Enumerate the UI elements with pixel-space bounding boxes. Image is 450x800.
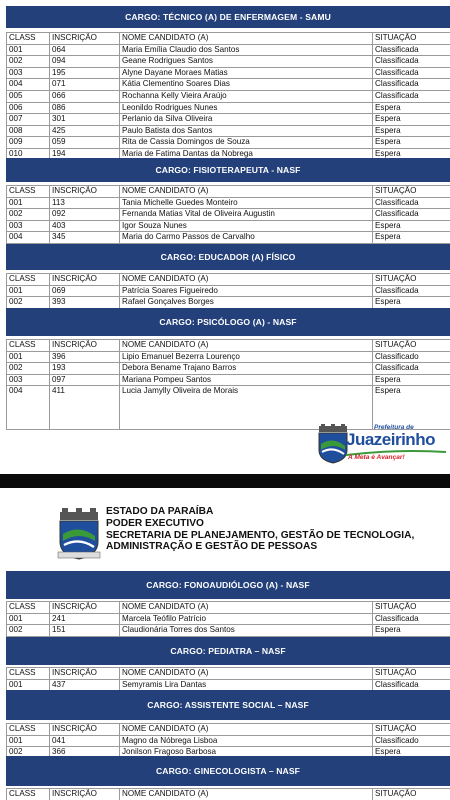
column-header: SITUAÇÃO [373, 602, 450, 614]
column-header: NOME CANDIDATO (A) [120, 33, 373, 45]
column-header: SITUAÇÃO [373, 33, 450, 45]
table-cell: Espera [373, 232, 450, 244]
table-cell: Classificado [373, 351, 450, 363]
table-cell: Rafael Gonçalves Borges [120, 297, 373, 309]
prefeitura-juazeirinho-logo [316, 424, 450, 466]
table-row [7, 44, 450, 56]
table-cell: 301 [50, 114, 120, 126]
column-header: NOME CANDIDATO (A) [120, 186, 373, 198]
section-title-fonoaudiologo: CARGO: FONOAUDIÓLOGO (A) - NASF [6, 571, 450, 599]
table-row [7, 67, 450, 79]
table-cell: Rochanna Kelly Vieira Araújo [120, 90, 373, 102]
header-secretariat: SECRETARIA DE PLANEJAMENTO, GESTÃO DE TECNOLOGIA, [106, 529, 415, 541]
results-table-psicologo [6, 339, 450, 430]
results-table-tecnico-enfermagem [6, 32, 450, 161]
table-cell: Kátia Clementino Soares Dias [120, 79, 373, 91]
table-cell: 241 [50, 613, 120, 625]
column-header: CLASS [7, 602, 50, 614]
logo-prefeitura-text: Prefeitura de [374, 424, 414, 431]
column-header: CLASS [7, 668, 50, 680]
table-cell: 004 [7, 386, 50, 430]
table-row [7, 137, 450, 149]
table-cell: 002 [7, 209, 50, 221]
table-cell: Classificada [373, 363, 450, 375]
table-cell: 010 [7, 148, 50, 160]
table-cell: 002 [7, 363, 50, 375]
table-row [7, 56, 450, 68]
table-cell: 092 [50, 209, 120, 221]
table-cell: Espera [373, 374, 450, 386]
column-header: SITUAÇÃO [373, 724, 450, 736]
table-cell: 005 [7, 90, 50, 102]
table-cell: 194 [50, 148, 120, 160]
table-cell: Patrícia Soares Figueiredo [120, 285, 373, 297]
table-cell: Rita de Cassia Domingos de Souza [120, 137, 373, 149]
table-cell: 004 [7, 79, 50, 91]
table-header-row [7, 789, 450, 800]
table-cell: Classificada [373, 613, 450, 625]
table-row [7, 625, 450, 637]
table-cell: 001 [7, 613, 50, 625]
table-cell: Paulo Batista dos Santos [120, 125, 373, 137]
column-header: SITUAÇÃO [373, 186, 450, 198]
table-cell: 113 [50, 197, 120, 209]
table-header-row [7, 668, 450, 680]
table-cell: Claudionária Torres dos Santos [120, 625, 373, 637]
section-title-ginecologista: CARGO: GINECOLOGISTA – NASF [6, 756, 450, 786]
column-header: CLASS [7, 724, 50, 736]
table-row [7, 351, 450, 363]
table-cell: Debora Bename Trajano Barros [120, 363, 373, 375]
city-crest-icon [56, 508, 102, 560]
table-cell: Espera [373, 125, 450, 137]
table-cell: Espera [373, 386, 450, 430]
table-cell: 195 [50, 67, 120, 79]
header-power: PODER EXECUTIVO [106, 517, 204, 529]
table-cell: Semyramis Lira Dantas [120, 679, 373, 691]
column-header: CLASS [7, 33, 50, 45]
document-header [106, 506, 414, 553]
table-row [7, 232, 450, 244]
table-cell: 002 [7, 747, 50, 759]
table-cell: 193 [50, 363, 120, 375]
table-cell: Tania Michelle Guedes Monteiro [120, 197, 373, 209]
table-cell: 001 [7, 735, 50, 747]
table-cell: Classificada [373, 197, 450, 209]
table-cell: 004 [7, 232, 50, 244]
column-header: SITUAÇÃO [373, 789, 450, 800]
results-table-ginecologista [6, 788, 450, 800]
table-header-row [7, 340, 450, 352]
table-header-row [7, 186, 450, 198]
logo-slogan: A Meta é Avançar! [348, 454, 405, 461]
table-row [7, 102, 450, 114]
column-header: NOME CANDIDATO (A) [120, 274, 373, 286]
table-cell: 403 [50, 220, 120, 232]
column-header: SITUAÇÃO [373, 668, 450, 680]
table-cell: 094 [50, 56, 120, 68]
table-cell: 366 [50, 747, 120, 759]
column-header: INSCRIÇÃO [50, 789, 120, 800]
column-header: SITUAÇÃO [373, 274, 450, 286]
table-cell: 001 [7, 197, 50, 209]
table-cell: 071 [50, 79, 120, 91]
table-cell: 001 [7, 351, 50, 363]
table-cell: Classificado [373, 735, 450, 747]
table-cell: Maria do Carmo Passos de Carvalho [120, 232, 373, 244]
table-cell: 411 [50, 386, 120, 430]
table-row [7, 285, 450, 297]
section-title-tecnico-enfermagem: CARGO: TÉCNICO (A) DE ENFERMAGEM - SAMU [6, 6, 450, 28]
table-cell: Espera [373, 625, 450, 637]
column-header: CLASS [7, 340, 50, 352]
table-row [7, 735, 450, 747]
table-header-row [7, 33, 450, 45]
table-row [7, 197, 450, 209]
column-header: INSCRIÇÃO [50, 668, 120, 680]
table-cell: 009 [7, 137, 50, 149]
table-row [7, 220, 450, 232]
table-cell: Espera [373, 137, 450, 149]
header-secretariat-cont: ADMINISTRAÇÃO E GESTÃO DE PESSOAS [106, 541, 318, 553]
table-cell: Magno da Nóbrega Lisboa [120, 735, 373, 747]
table-cell: Espera [373, 297, 450, 309]
logo-city-name: Juazeirinho [346, 430, 435, 449]
table-cell: Espera [373, 747, 450, 759]
table-cell: 008 [7, 125, 50, 137]
table-cell: Maria Emília Claudio dos Santos [120, 44, 373, 56]
results-table-educador-fisico [6, 273, 450, 309]
section-title-psicologo: CARGO: PSICÓLOGO (A) - NASF [6, 308, 450, 336]
table-cell: 003 [7, 374, 50, 386]
table-cell: 066 [50, 90, 120, 102]
table-cell: 041 [50, 735, 120, 747]
table-cell: 345 [50, 232, 120, 244]
table-cell: Espera [373, 148, 450, 160]
table-cell: Jonilson Fragoso Barbosa [120, 747, 373, 759]
table-cell: 001 [7, 44, 50, 56]
table-cell: 006 [7, 102, 50, 114]
table-row [7, 297, 450, 309]
page-separator [0, 474, 450, 488]
table-cell: 002 [7, 56, 50, 68]
results-table-assistente-social [6, 723, 450, 759]
table-cell: Lipio Emanuel Bezerra Lourenço [120, 351, 373, 363]
column-header: INSCRIÇÃO [50, 724, 120, 736]
column-header: NOME CANDIDATO (A) [120, 602, 373, 614]
table-cell: Classificada [373, 56, 450, 68]
table-cell: Marcela Teófilo Patrício [120, 613, 373, 625]
table-cell: Perlanio da Silva Oliveira [120, 114, 373, 126]
column-header: NOME CANDIDATO (A) [120, 668, 373, 680]
table-cell: Espera [373, 102, 450, 114]
table-header-row [7, 274, 450, 286]
table-cell: Geane Rodrigues Santos [120, 56, 373, 68]
results-table-pediatra [6, 667, 450, 691]
results-table-fisioterapeuta [6, 185, 450, 244]
table-cell: 003 [7, 220, 50, 232]
table-cell: Classificada [373, 67, 450, 79]
column-header: CLASS [7, 789, 50, 800]
table-cell: Maria de Fatima Dantas da Nobrega [120, 148, 373, 160]
table-cell: 001 [7, 679, 50, 691]
column-header: NOME CANDIDATO (A) [120, 724, 373, 736]
column-header: NOME CANDIDATO (A) [120, 789, 373, 800]
column-header: INSCRIÇÃO [50, 602, 120, 614]
column-header: INSCRIÇÃO [50, 186, 120, 198]
table-cell: 151 [50, 625, 120, 637]
table-cell: Alyne Dayane Moraes Matias [120, 67, 373, 79]
table-cell: 001 [7, 285, 50, 297]
table-cell: Fernanda Matias Vital de Oliveira Augustin [120, 209, 373, 221]
section-title-assistente-social: CARGO: ASSISTENTE SOCIAL – NASF [6, 690, 450, 720]
table-cell: 002 [7, 297, 50, 309]
table-cell: 393 [50, 297, 120, 309]
column-header: CLASS [7, 274, 50, 286]
table-cell: 425 [50, 125, 120, 137]
document-page-2 [0, 488, 450, 800]
table-cell: Classificada [373, 90, 450, 102]
table-cell: 097 [50, 374, 120, 386]
table-cell: Classificada [373, 44, 450, 56]
table-cell: Classificada [373, 79, 450, 91]
table-row [7, 114, 450, 126]
table-header-row [7, 724, 450, 736]
table-cell: 064 [50, 44, 120, 56]
table-row [7, 125, 450, 137]
column-header: NOME CANDIDATO (A) [120, 340, 373, 352]
table-cell: 059 [50, 137, 120, 149]
table-cell: 069 [50, 285, 120, 297]
table-cell: Mariana Pompeu Santos [120, 374, 373, 386]
table-row [7, 209, 450, 221]
table-cell: Classificada [373, 285, 450, 297]
table-cell: 003 [7, 67, 50, 79]
column-header: CLASS [7, 186, 50, 198]
table-row [7, 363, 450, 375]
section-title-pediatra: CARGO: PEDIATRA – NASF [6, 637, 450, 665]
column-header: INSCRIÇÃO [50, 274, 120, 286]
table-row [7, 90, 450, 102]
table-cell: 396 [50, 351, 120, 363]
table-cell: Igor Souza Nunes [120, 220, 373, 232]
column-header: INSCRIÇÃO [50, 340, 120, 352]
table-cell: Classificada [373, 209, 450, 221]
table-cell: 086 [50, 102, 120, 114]
column-header: INSCRIÇÃO [50, 33, 120, 45]
city-crest-icon [316, 424, 350, 464]
table-cell: Espera [373, 220, 450, 232]
table-cell: 437 [50, 679, 120, 691]
section-title-fisioterapeuta: CARGO: FISIOTERAPEUTA - NASF [6, 158, 450, 182]
column-header: SITUAÇÃO [373, 340, 450, 352]
table-cell: 002 [7, 625, 50, 637]
section-title-educador-fisico: CARGO: EDUCADOR (A) FÍSICO [6, 244, 450, 270]
results-table-fonoaudiologo [6, 601, 450, 637]
table-cell: Leonildo Rodrigues Nunes [120, 102, 373, 114]
table-row [7, 679, 450, 691]
table-cell: Classificada [373, 679, 450, 691]
table-row [7, 79, 450, 91]
table-row [7, 613, 450, 625]
table-cell: Espera [373, 114, 450, 126]
table-cell: Lucia Jamylly Oliveira de Morais [120, 386, 373, 430]
table-row [7, 374, 450, 386]
header-state: ESTADO DA PARAÍBA [106, 506, 214, 517]
table-header-row [7, 602, 450, 614]
table-cell: 007 [7, 114, 50, 126]
